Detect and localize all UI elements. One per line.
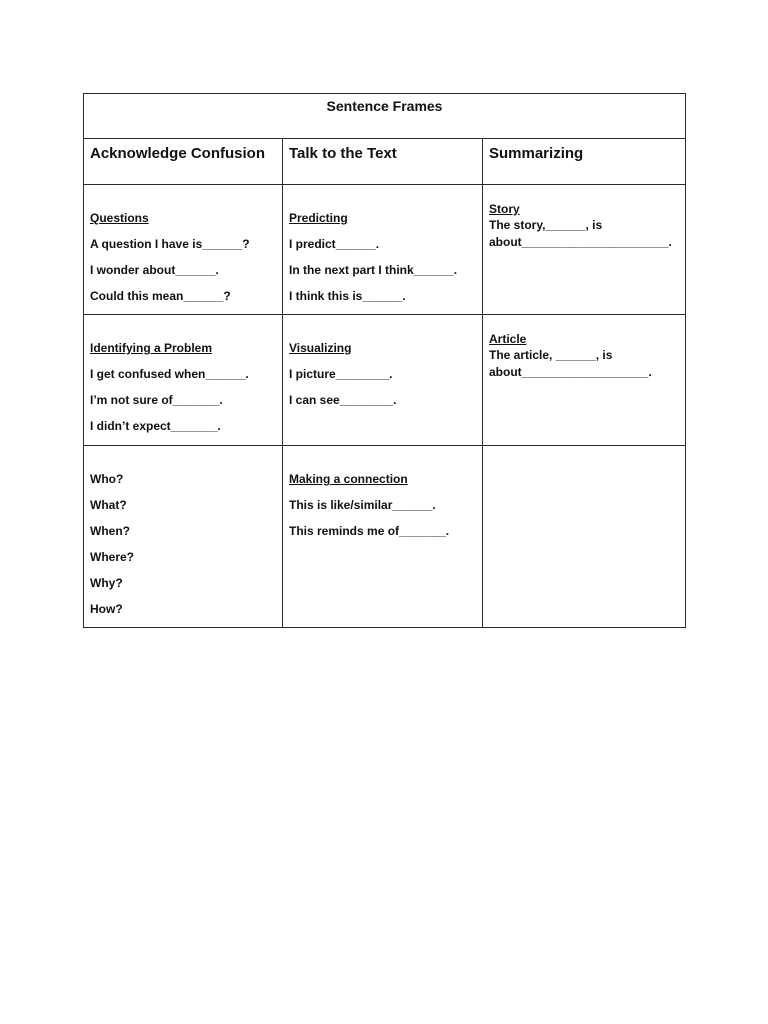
frame-line: I predict______. xyxy=(289,237,380,251)
frame-heading: Questions xyxy=(90,211,149,225)
frame-line: about___________________. xyxy=(489,365,652,379)
frame-line: I get confused when______. xyxy=(90,367,249,381)
column-header: Talk to the Text xyxy=(289,145,397,162)
frame-heading: Visualizing xyxy=(289,341,352,355)
header-cell xyxy=(483,139,686,185)
frame-line: This is like/similar______. xyxy=(289,498,436,512)
frame-cell xyxy=(84,185,283,315)
frame-cell xyxy=(283,185,483,315)
frame-cell xyxy=(483,315,686,446)
frame-heading: Article xyxy=(489,332,527,346)
frame-line: Could this mean______? xyxy=(90,289,231,303)
frame-line: When? xyxy=(90,524,130,538)
frame-cell xyxy=(283,315,483,446)
frame-line: What? xyxy=(90,498,127,512)
frame-line: I think this is______. xyxy=(289,289,406,303)
empty-cell xyxy=(483,446,686,628)
frame-line: In the next part I think______. xyxy=(289,263,458,277)
header-cell xyxy=(283,139,483,185)
frame-line: Where? xyxy=(90,550,135,564)
frame-line: about______________________. xyxy=(489,235,672,249)
frame-cell xyxy=(84,315,283,446)
column-header: Acknowledge Confusion xyxy=(90,145,266,162)
frame-line: I can see________. xyxy=(289,393,397,407)
frame-line: How? xyxy=(90,602,123,616)
frame-line: Who? xyxy=(90,472,124,486)
frame-cell xyxy=(483,185,686,315)
frame-line: I picture________. xyxy=(289,367,393,381)
frame-heading: Predicting xyxy=(289,211,348,225)
frame-line: I’m not sure of_______. xyxy=(90,393,223,407)
sentence-frames-table xyxy=(83,93,686,628)
frame-cell xyxy=(84,446,283,628)
frame-line: The story,______, is xyxy=(489,218,603,232)
frame-line: A question I have is______? xyxy=(90,237,250,251)
frame-line: Why? xyxy=(90,576,123,590)
frame-heading: Making a connection xyxy=(289,472,408,486)
header-cell xyxy=(84,139,283,185)
frame-heading: Story xyxy=(489,202,520,216)
frame-line: I didn’t expect_______. xyxy=(90,419,221,433)
column-header: Summarizing xyxy=(489,145,584,162)
frame-line: I wonder about______. xyxy=(90,263,219,277)
table-title: Sentence Frames xyxy=(326,98,443,114)
frame-line: The article, ______, is xyxy=(489,348,613,362)
frame-cell xyxy=(283,446,483,628)
frame-line: This reminds me of_______. xyxy=(289,524,450,538)
title-cell xyxy=(84,94,686,139)
frame-heading: Identifying a Problem xyxy=(90,341,213,355)
